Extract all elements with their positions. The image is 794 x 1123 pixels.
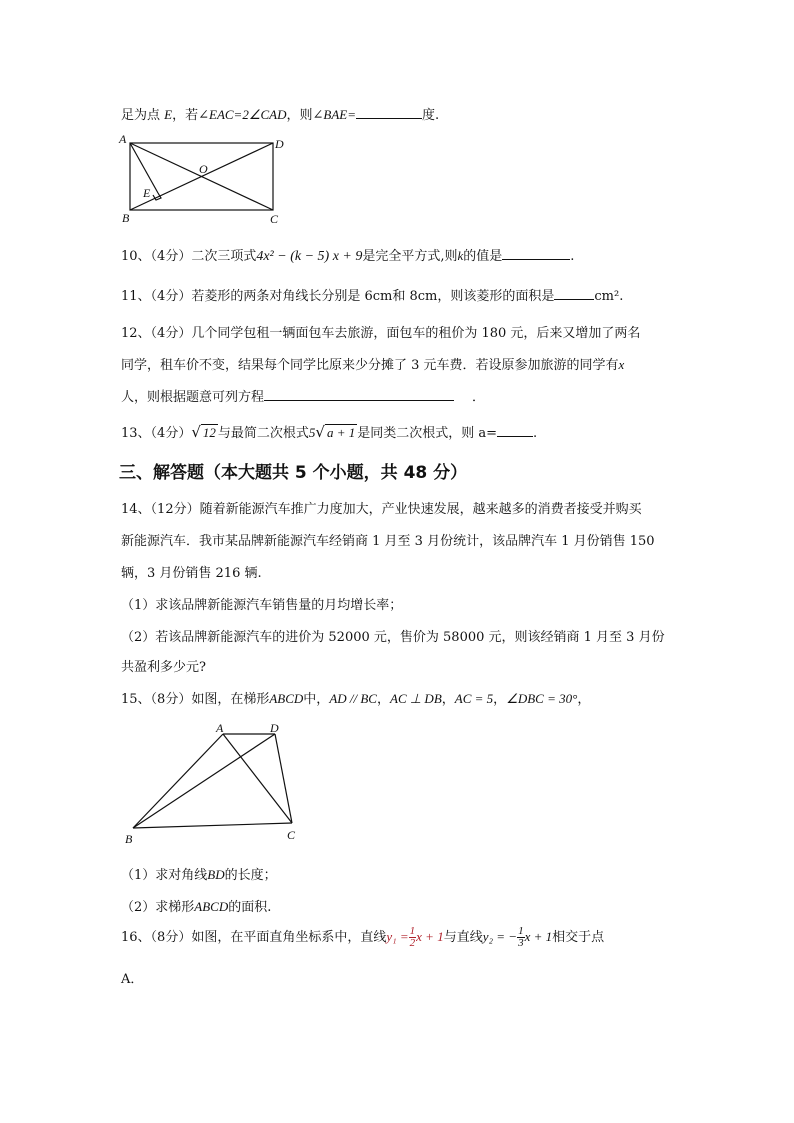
q15-sub2 — [121, 896, 271, 915]
q10-end: . — [570, 249, 575, 264]
q12-line3 — [121, 386, 485, 405]
q12-text3: 人，则根据题意可列方程 — [121, 390, 265, 405]
q11-text: 若菱形的两条对角线长分别是 6cm和 8cm，则该菱形的面积是 — [191, 289, 555, 304]
q14-line3 — [121, 562, 262, 581]
q10-text2: 是完全平方式,则 — [362, 249, 458, 264]
q15-line — [121, 688, 590, 707]
q9-prefix: 足为点 — [121, 108, 165, 123]
q16-line1 — [121, 926, 604, 949]
q14-sub2-text1: （2）若该品牌新能源汽车的进价为 52000 元，售价为 58000 元，则该经销商 1 月至 3 月份 — [121, 630, 665, 645]
q9-condition: EAC=2∠CAD — [209, 107, 287, 122]
q12-line1 — [121, 322, 640, 341]
q15-sub2-text1: （2）求梯形 — [121, 900, 195, 915]
q12-number: 12、（4分） — [121, 326, 192, 341]
label-a: A — [119, 133, 127, 146]
q12-text2: 同学，租车价不变，结果每个同学比原来少分摊了 3 元车费．若设原参加旅游的同学有 — [121, 358, 619, 373]
q13-text2: 是同类二次根式，则 a= — [357, 426, 498, 441]
q13-coef: 5 — [308, 425, 316, 440]
q15-sep: ， — [493, 692, 507, 707]
q9-bae: BAE= — [323, 107, 356, 122]
side-ab — [133, 734, 223, 828]
rectangle-figure — [118, 133, 288, 225]
q15-sep: ， — [577, 692, 591, 707]
q16-f2-rest: x + 1 — [524, 929, 553, 944]
q16-line2 — [121, 968, 143, 987]
q12-line2 — [121, 354, 624, 373]
sqrt-icon: √ — [191, 423, 201, 441]
diagonal-ac — [223, 734, 292, 823]
q14-sub1-text: （1）求该品牌新能源汽车销售量的月均增长率； — [121, 598, 403, 613]
q10-text1: 二次三项式 — [191, 249, 257, 264]
q13-line — [121, 422, 537, 441]
q16-y2: y₂ = − — [482, 929, 518, 944]
q14-sub2a — [121, 626, 665, 645]
label-b: B — [122, 211, 130, 225]
q15-condition1: AD // BC — [329, 691, 377, 706]
q13-number: 13、（4分） — [121, 426, 192, 441]
q10-k: k — [457, 248, 464, 263]
diagonal-bd — [133, 734, 275, 828]
q16-f1-numerator: 1 — [409, 925, 416, 937]
label-c: C — [270, 212, 279, 225]
q16-text1: 如图，在平面直角坐标系中，直线 — [191, 930, 387, 945]
q11-end: . — [619, 289, 624, 304]
q13-radicand1: 12 — [202, 425, 216, 440]
q14-number: 14、（12分） — [121, 502, 200, 517]
q14-line2 — [121, 530, 655, 549]
q16-f1-rest: x + 1 — [416, 929, 444, 944]
q12-end: ． — [472, 390, 486, 405]
q9-answer-blank[interactable] — [356, 105, 422, 119]
q15-text: 如图，在梯形 — [191, 692, 270, 707]
label-e: E — [143, 186, 151, 200]
q10-answer-blank[interactable] — [502, 246, 570, 260]
q11-number: 11、（4分） — [121, 289, 192, 304]
q11-answer-blank[interactable] — [554, 286, 594, 300]
side-bc — [133, 823, 292, 828]
q14-sub2-text2: 共盈利多少元? — [121, 660, 206, 675]
q15-sub1-text2: 的长度； — [224, 868, 277, 883]
q13-end: . — [533, 426, 538, 441]
q14-text1: 随着新能源汽车推广力度加大，产业快速发展，越来越多的消费者接受并购买 — [199, 502, 642, 517]
q9-mid: ，若∠ — [172, 108, 209, 123]
q15-trapezoid-name: ABCD — [269, 691, 304, 706]
label-o: O — [199, 162, 208, 176]
label-c: C — [287, 828, 296, 842]
q14-sub1 — [121, 594, 402, 613]
q16-number: 16、（8分） — [121, 930, 192, 945]
label-b: B — [125, 832, 133, 846]
q14-text2: 新能源汽车．我市某品牌新能源汽车经销商 1 月至 3 月份统计，该品牌汽车 1 月份销售 150 — [121, 534, 655, 549]
side-dc — [275, 734, 292, 823]
q13-text1: 与最简二次根式 — [217, 426, 309, 441]
q13-answer-blank[interactable] — [497, 423, 533, 437]
q10-expression: 4x² − (k − 5) x + 9 — [256, 249, 363, 264]
q15-sub2-text2: 的面积. — [228, 900, 272, 915]
q15-bd: BD — [207, 867, 225, 882]
q15-condition3: AC = 5 — [454, 691, 494, 706]
label-d: D — [275, 137, 284, 151]
q15-number: 15、（8分） — [121, 692, 192, 707]
q10-number: 10、（4分） — [121, 249, 192, 264]
q16-f2-numerator: 1 — [518, 925, 524, 937]
q15-trapezoid-name: ABCD — [194, 899, 229, 914]
q9-point-e: E — [164, 107, 173, 122]
q12-answer-blank[interactable] — [264, 387, 454, 401]
q12-text1: 几个同学包租一辆面包车去旅游，面包车的租价为 180 元，后来又增加了两名 — [191, 326, 641, 341]
q15-zh: 中， — [303, 692, 330, 707]
q12-x: x — [618, 357, 625, 372]
q11-unit: cm² — [594, 289, 620, 304]
q15-sub1 — [121, 864, 277, 883]
q16-f2-denominator: 3 — [518, 937, 524, 949]
q14-line1 — [121, 498, 642, 517]
q16-text2: 与直线 — [443, 930, 483, 945]
q9-mid2: ，则∠ — [286, 108, 324, 123]
label-d: D — [270, 721, 279, 735]
q15-condition2: AC ⊥ DB — [390, 691, 442, 706]
q10-text3: 的值是 — [463, 249, 503, 264]
q10-line — [121, 245, 574, 265]
trapezoid-figure — [120, 720, 310, 848]
q16-text4: A． — [121, 972, 144, 987]
q15-condition4: ∠DBC = 30° — [506, 691, 578, 706]
q16-f1-denominator: 2 — [409, 937, 416, 949]
q13-radicand2: a + 1 — [326, 425, 356, 440]
q15-sub1-text1: （1）求对角线 — [121, 868, 208, 883]
q9-tail-line — [121, 104, 439, 123]
q11-line — [121, 285, 623, 304]
q15-sep: ， — [376, 692, 390, 707]
q15-sep: ， — [441, 692, 455, 707]
q14-sub2b — [121, 656, 206, 675]
section-heading: 三、解答题（本大题共 5 个小题，共 48 分） — [119, 463, 468, 483]
q9-suffix: 度. — [422, 108, 440, 123]
q16-y1: y₁ = — [386, 929, 409, 944]
sqrt-icon: √ — [315, 423, 325, 441]
q16-fraction2 — [517, 926, 525, 949]
q14-text3: 辆，3 月份销售 216 辆. — [121, 566, 262, 581]
label-a: A — [216, 721, 224, 735]
q16-text3: 相交于点 — [552, 930, 605, 945]
